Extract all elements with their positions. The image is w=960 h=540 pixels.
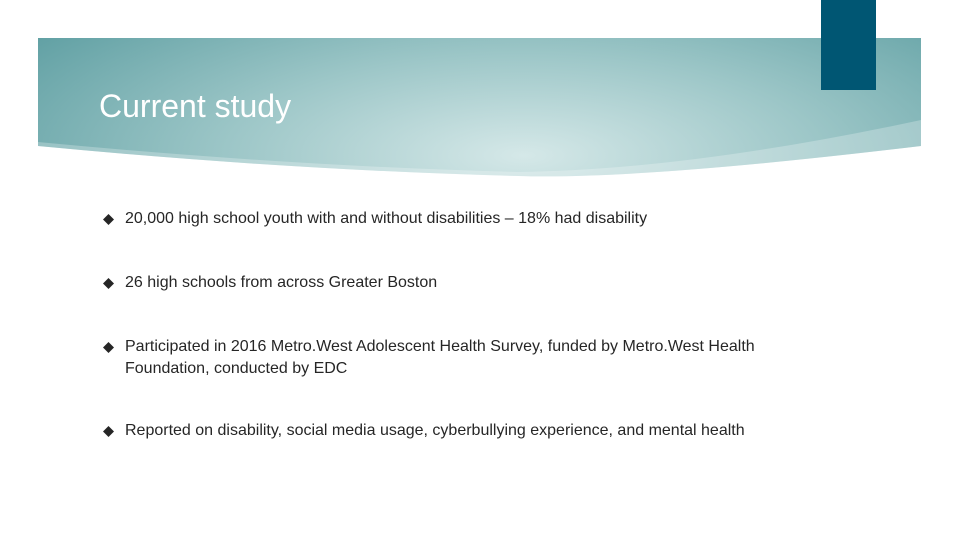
accent-bar	[821, 0, 876, 90]
slide-title: Current study	[99, 88, 292, 124]
list-item	[100, 272, 800, 294]
bullet-text: Participated in 2016 Metro.West Adolescent Health Survey, funded by Metro.West Health Foundation, conducted by EDC	[125, 338, 755, 377]
diamond-icon	[103, 426, 114, 437]
list-item	[100, 336, 800, 380]
list-item	[100, 208, 800, 230]
bullet-text: 20,000 high school youth with and without disabilities – 18% had disability	[125, 210, 648, 227]
diamond-icon	[103, 214, 114, 225]
diamond-icon	[103, 278, 114, 289]
bullet-text: Reported on disability, social media usage, cyberbullying experience, and mental health	[125, 422, 745, 439]
diamond-icon	[103, 342, 114, 353]
list-item	[100, 420, 800, 442]
bullet-text: 26 high schools from across Greater Boston	[125, 274, 438, 291]
